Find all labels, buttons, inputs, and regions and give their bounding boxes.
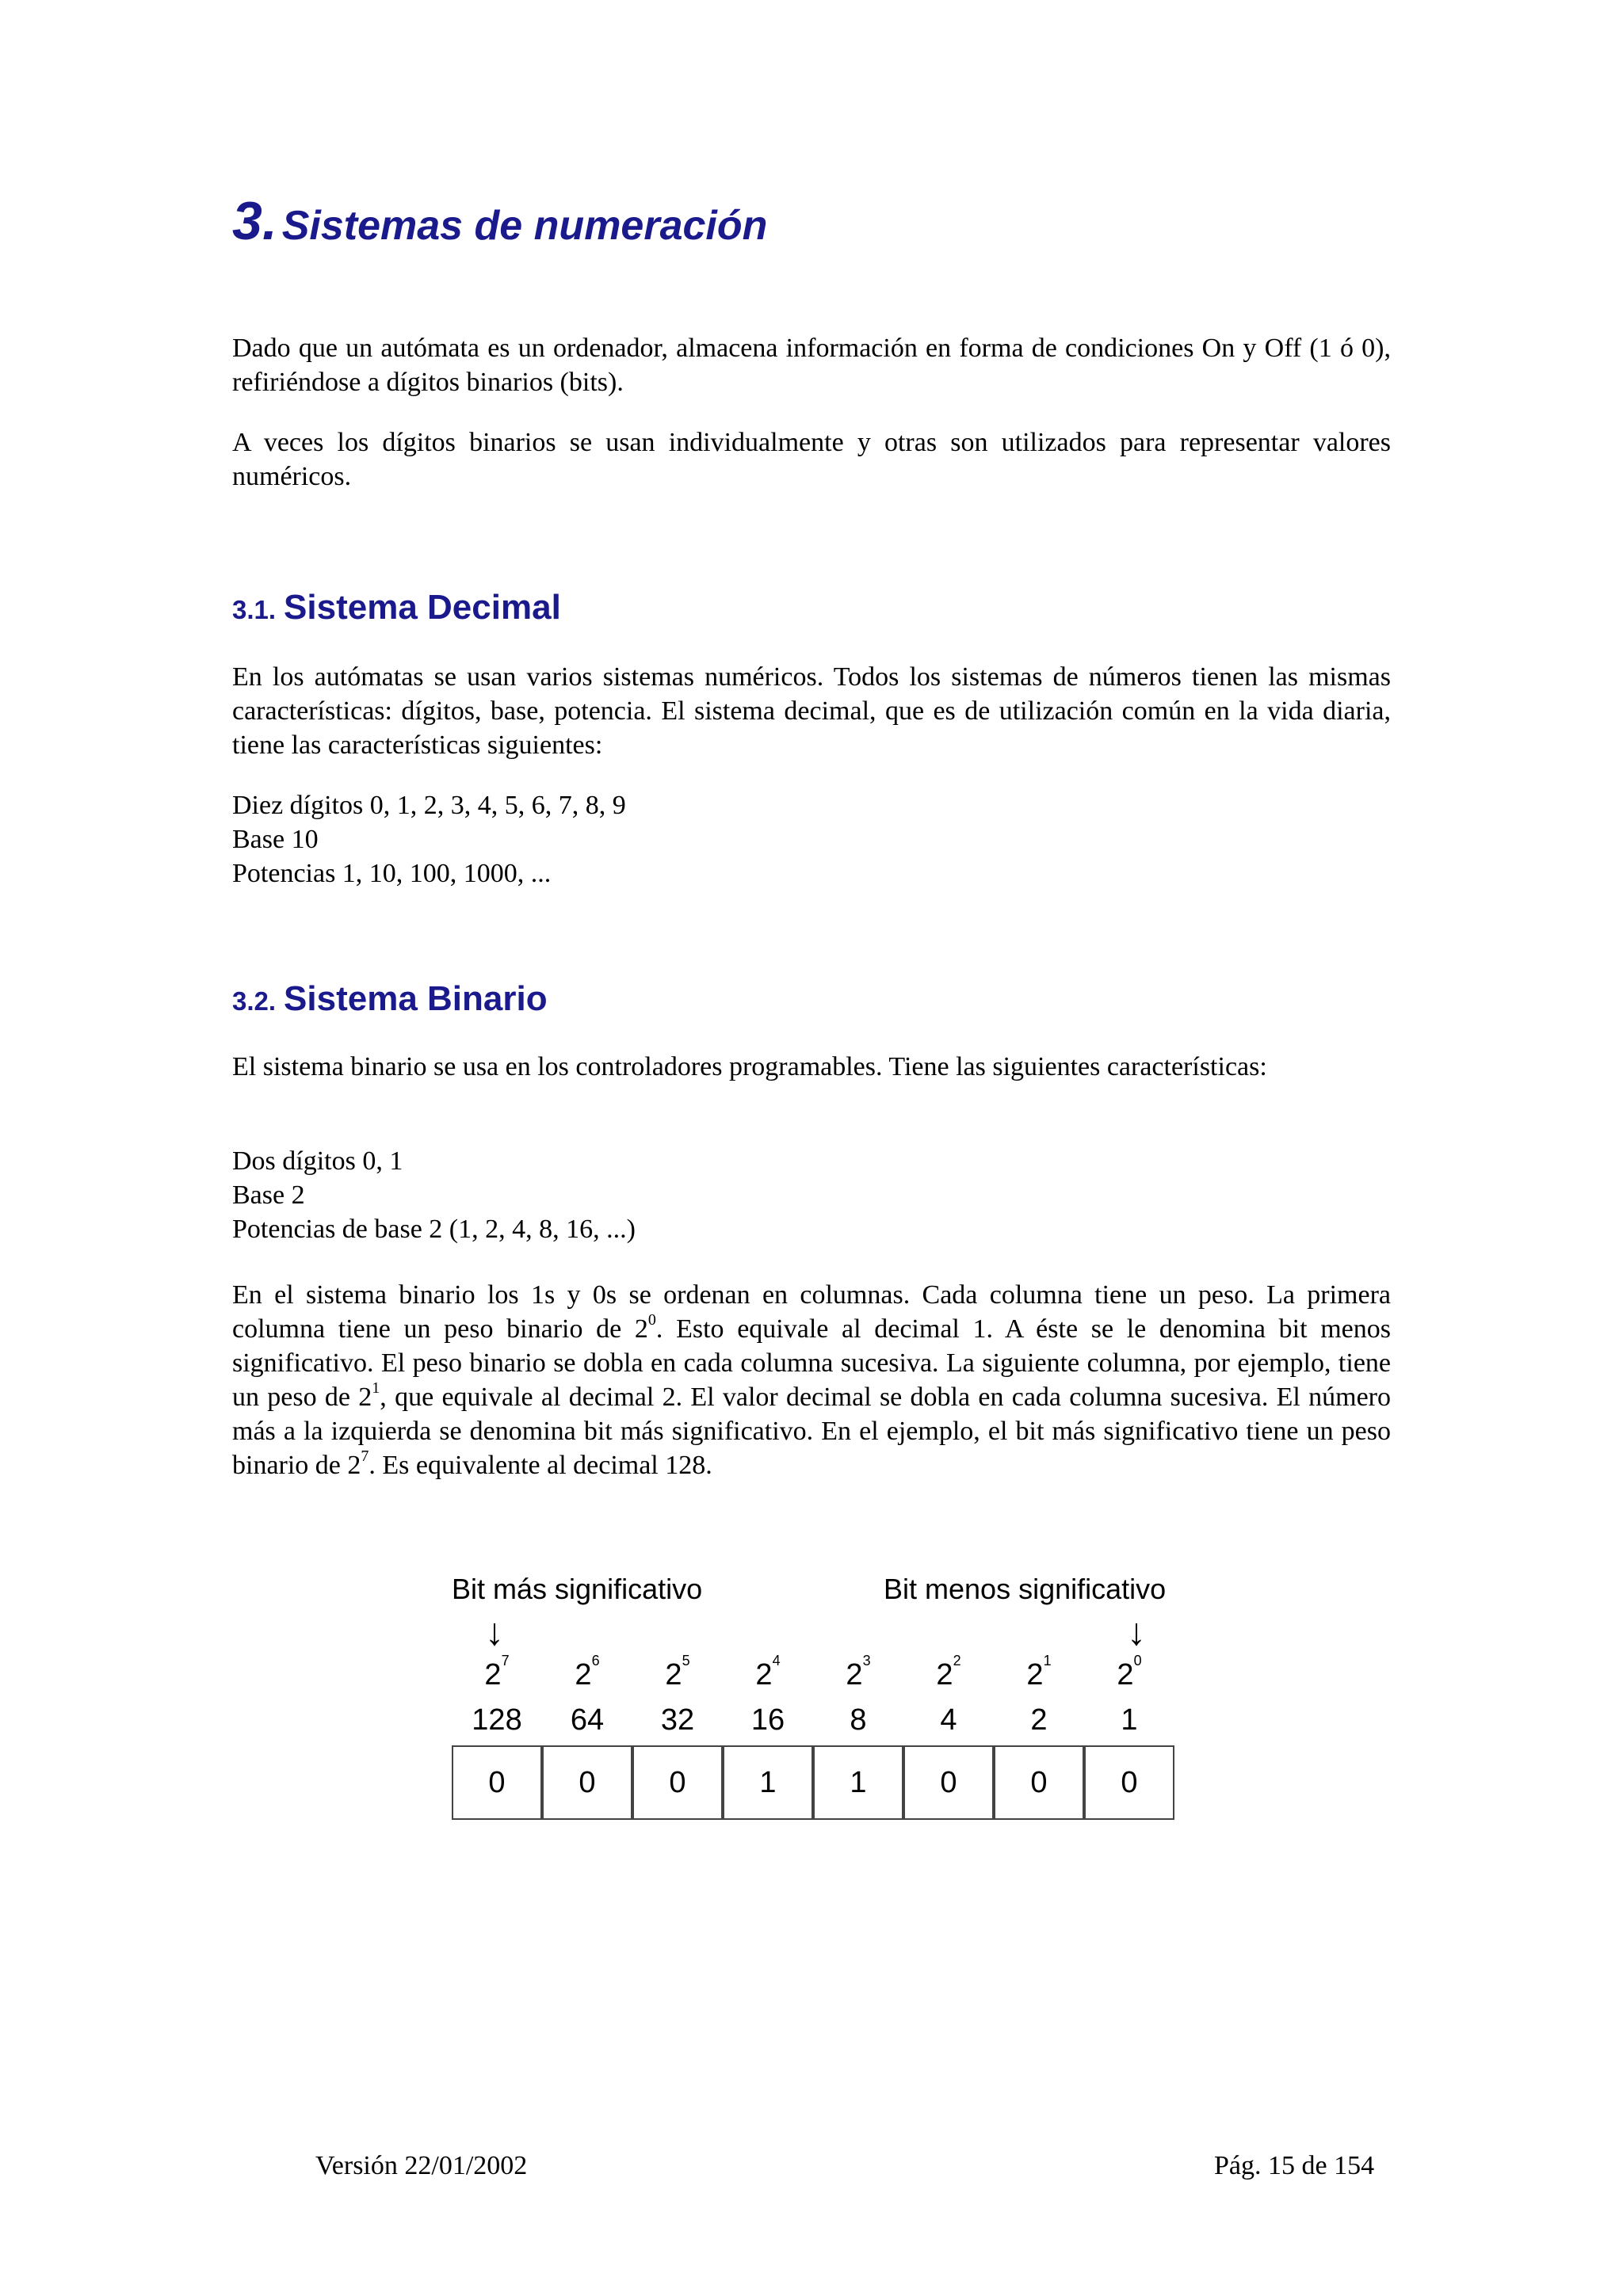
power-label: $2^3$ xyxy=(846,1653,871,1691)
power-label: $2^0$ xyxy=(1117,1653,1142,1691)
section-title: Sistema Binario xyxy=(284,979,548,1018)
decimal-powers: Potencias 1, 10, 100, 1000, ... xyxy=(232,859,552,888)
bit-cell: 0 xyxy=(903,1745,994,1820)
binary-paragraph-2: En el sistema binario los 1s y 0s se ordenan en columnas. Cada columna tiene un peso. La primera columna tiene un peso binario de $2^0$. Esto equivale al decimal 1. A éste se le denomina bit menos significativo. El peso binario se dobla en cada columna sucesiva. La siguiente columna, por ejemplo, tiene un peso de $2^1$, que equivale al decimal 2. El valor decimal se dobla en cada columna sucesiva. El número más a la izquierda se denomina bit más significativo. En el ejemplo, el bit más significativo tiene un peso binario de $2^7$. Es equivalente al decimal 128. xyxy=(232,1280,1391,1480)
section-heading-decimal xyxy=(232,588,561,627)
decimal-digits: Diez dígitos 0, 1, 2, 3, 4, 5, 6, 7, 8, 9 xyxy=(232,791,626,820)
footer-version: Versión 22/01/2002 xyxy=(315,2151,528,2180)
section-heading-binary xyxy=(232,979,548,1019)
binary-base: Base 2 xyxy=(232,1180,305,1210)
chapter-heading xyxy=(232,190,767,252)
power-label: $2^2$ xyxy=(936,1653,961,1691)
section-number: 3.2. xyxy=(232,986,277,1016)
chapter-title: Sistemas de numeración xyxy=(281,203,768,249)
footer-page-number: Pág. 15 de 154 xyxy=(1214,2151,1375,2180)
bit-cell: 1 xyxy=(813,1745,903,1820)
bit-cell: 0 xyxy=(542,1745,632,1820)
bit-cell: 0 xyxy=(994,1745,1084,1820)
section-number: 3.1. xyxy=(232,595,277,624)
weight-label: 32 xyxy=(660,1703,695,1737)
arrow-down-icon: ↓ xyxy=(485,1611,504,1653)
binary-digits: Dos dígitos 0, 1 xyxy=(232,1146,403,1176)
section-title: Sistema Decimal xyxy=(284,588,561,627)
weight-label: 2 xyxy=(1030,1703,1048,1737)
power-label: $2^4$ xyxy=(755,1653,781,1691)
weight-label: 4 xyxy=(940,1703,957,1737)
chapter-number: 3. xyxy=(232,191,277,251)
weight-label: 1 xyxy=(1121,1703,1138,1737)
msb-label: Bit más significativo xyxy=(452,1573,703,1605)
weight-label: 128 xyxy=(472,1703,522,1737)
weight-label: 16 xyxy=(750,1703,785,1737)
lsb-label: Bit menos significativo xyxy=(884,1573,1167,1605)
decimal-paragraph: En los autómatas se usan varios sistemas numéricos. Todos los sistemas de números tienen las mismas características: dígitos, base, potencia. El sistema decimal, que es de utilización común en la vida diaria, tiene las características siguientes: xyxy=(232,662,1391,760)
decimal-base: Base 10 xyxy=(232,825,319,854)
power-label: $2^1$ xyxy=(1026,1653,1052,1691)
intro-paragraph-2: A veces los dígitos binarios se usan individualmente y otras son utilizados para representar valores numéricos. xyxy=(232,428,1391,491)
bit-cell: 0 xyxy=(452,1745,542,1820)
binary-paragraph-1: El sistema binario se usa en los controladores programables. Tiene las siguientes características: xyxy=(232,1052,1267,1081)
arrow-down-icon: ↓ xyxy=(1127,1611,1146,1653)
power-label: $2^6$ xyxy=(575,1653,600,1691)
binary-powers: Potencias de base 2 (1, 2, 4, 8, 16, ...) xyxy=(232,1215,636,1244)
weight-label: 64 xyxy=(570,1703,605,1737)
power-label: $2^5$ xyxy=(665,1653,690,1691)
bit-cell: 1 xyxy=(723,1745,813,1820)
bit-cell: 0 xyxy=(632,1745,723,1820)
bit-cell: 0 xyxy=(1084,1745,1174,1820)
power-label: $2^7$ xyxy=(484,1653,510,1691)
intro-paragraph-1: Dado que un autómata es un ordenador, almacena información en forma de condiciones On y Off (1 ó 0), refiriéndose a dígitos binarios (bits). xyxy=(232,334,1391,397)
weight-label: 8 xyxy=(850,1703,867,1737)
binary-weights-figure xyxy=(444,1573,1189,1826)
